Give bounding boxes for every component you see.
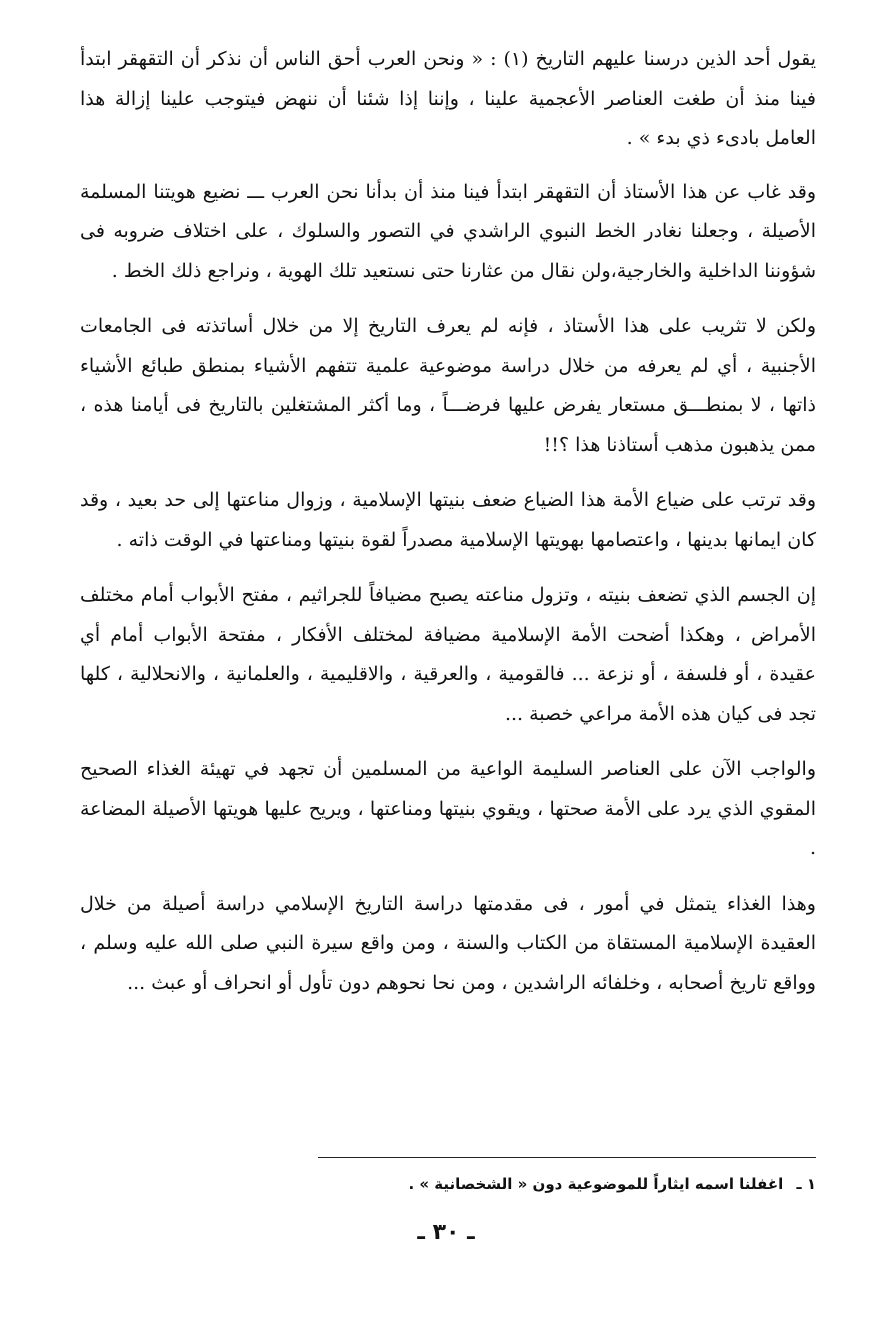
paragraph-4: وقد ترتب على ضياع الأمة هذا الضياع ضعف بنيتها الإسلامية ، وزوال مناعتها إلى حد بعيد ، وقد كان ايمانها بدينها ، واعتصامها بهويتها الإسلامية مصدراً لقوة بنيتها ومناعتها في الوقت ذاته . [80,489,816,551]
paragraph-5: إن الجسم الذي تضعف بنيته ، وتزول مناعته يصبح مضيافاً للجراثيم ، مفتح الأبواب أمام مختلف الأمراض ، وهكذا أضحت الأمة الإسلامية مضيافة لمختلف الأفكار ، مفتحة الأبواب أمام أي عقيدة ، أو فلسفة ، أو نزعة ... فالقومية ، والعرقية ، والاقليمية ، والعلمانية ، والانحلالية ، كلها تجد فى كيان هذه الأمة مراعي خصبة ... [80,584,816,725]
paragraph-7: وهذا الغذاء يتمثل في أمور ، فى مقدمتها دراسة التاريخ الإسلامي دراسة أصيلة من خلال العقيدة الإسلامية المستقاة من الكتاب والسنة ، ومن واقع سيرة النبي صلى الله عليه وسلم ، وواقع تاريخ أصحابه ، وخلفائه الراشدين ، ومن نحا نحوهم دون تأول أو انحراف أو عبث ... [80,892,816,994]
footnote [318,1172,816,1196]
main-text [80,40,816,1019]
paragraph-3: ولكن لا تثريب على هذا الأستاذ ، فإنه لم يعرف التاريخ إلا من خلال أساتذته فى الجامعات الأجنبية ، أي لم يعرفه من خلال دراسة موضوعية علمية تتفهم الأشياء بمنطق طبائع الأشياء ذاتها ، لا بمنطـــق مستعار يفرض عليها فرضـــاً ، وما أكثر المشتغلين بالتاريخ فى أيامنا هذه ، ممن يذهبون مذهب أستاذنا هذا ؟!! [80,315,816,456]
page-number: ـ ٣٠ ـ [417,1220,475,1245]
paragraph-1: يقول أحد الذين درسنا عليهم التاريخ (١) : « ونحن العرب أحق الناس أن نذكر أن التقهقر ابتدأ فينا منذ أن طغت العناصر الأعجمية علينا ، وإننا إذا شئنا أن ننهض فيتوجب علينا إزالة هذا العامل بادىء ذي بدء » . [80,48,816,149]
footnote-number: ١ ـ [796,1175,816,1193]
paragraph-2: وقد غاب عن هذا الأستاذ أن التقهقر ابتدأ فينا منذ أن بدأنا نحن العرب ـــ نضيع هويتنا المسلمة الأصيلة ، وجعلنا نغادر الخط النبوي الراشدي في التصور والسلوك ، على اختلاف ضروبه فى شؤوننا الداخلية والخارجية،ولن نقال من عثارنا حتى نستعيد تلك الهوية ، ونراجع ذلك الخط . [80,180,816,282]
footnote-text: اغفلنا اسمه ايثاراً للموضوعية دون « الشخصانية » . [408,1175,784,1193]
footnote-divider [318,1157,816,1158]
paragraph-6: والواجب الآن على العناصر السليمة الواعية من المسلمين أن تجهد في تهيئة الغذاء الصحيح المقوي الذي يرد على الأمة صحتها ، ويقوي بنيتها ومناعتها ، ويريح عليها هويتها الأصيلة المضاعة . [80,758,816,859]
